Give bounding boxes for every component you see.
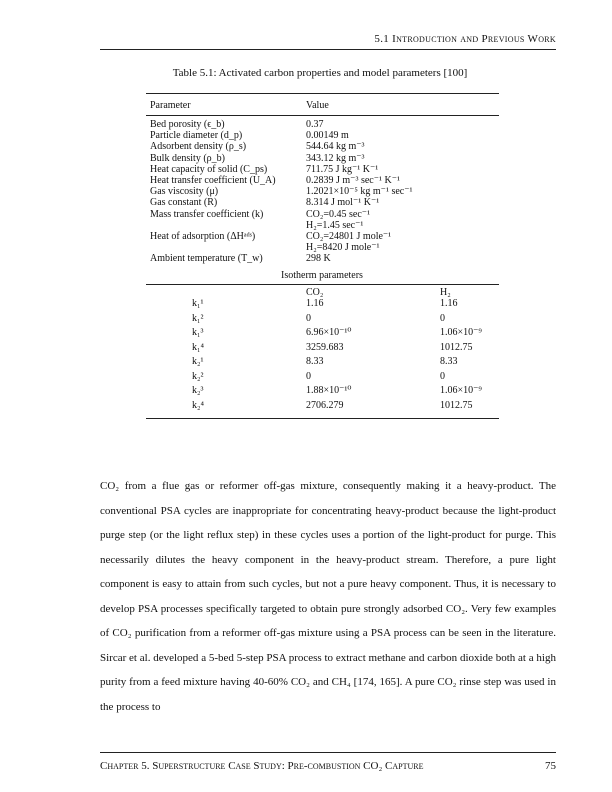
co2-value: 2706.279 — [306, 399, 344, 411]
parameter-value: H₂=1.45 sec⁻¹ — [306, 219, 364, 231]
parameter-name: Gas constant (R) — [150, 197, 218, 209]
parameter-value: 0.37 — [306, 119, 324, 130]
co2-value: 8.33 — [306, 356, 324, 367]
footer-rule — [100, 752, 556, 753]
parameter-value: 711.75 J kg⁻¹ K⁻¹ — [306, 163, 379, 175]
h2-value: 1.06×10⁻⁹ — [440, 385, 482, 396]
isotherm-rule — [146, 284, 499, 285]
parameter-value: 343.12 kg m⁻³ — [306, 152, 365, 164]
parameter-value: CO₂=24801 J mole⁻¹ — [306, 231, 392, 242]
column-header-parameter: Parameter — [150, 100, 191, 111]
h2-value: 1.16 — [440, 298, 458, 309]
co2-value: 6.96×10⁻¹⁰ — [306, 327, 352, 338]
parameter-name: Heat transfer coefficient (U_A) — [150, 175, 276, 186]
table-bottom-rule — [146, 418, 499, 419]
parameter-name: Heat capacity of solid (C_ps) — [150, 163, 268, 175]
parameter-name: Bed porosity (ϵ_b) — [150, 119, 225, 130]
header-rule — [146, 115, 499, 116]
isotherm-coefficient: k₁¹ — [192, 298, 204, 309]
isotherm-coefficient: k₁² — [192, 312, 204, 324]
parameter-name: Particle diameter (d_p) — [150, 130, 243, 142]
isotherm-coefficient: k₁⁴ — [192, 341, 204, 353]
parameter-name: Gas viscosity (μ) — [150, 186, 219, 198]
parameter-value: 8.314 J mol⁻¹ K⁻¹ — [306, 197, 380, 209]
running-footer: Chapter 5. Superstructure Case Study: Pre-combustion CO₂ Capture — [100, 760, 424, 772]
parameter-name: Ambient temperature (T_w) — [150, 253, 263, 265]
isotherm-coefficient: k₂³ — [192, 385, 204, 396]
parameter-value: 0.2839 J m⁻³ sec⁻¹ K⁻¹ — [306, 175, 400, 186]
parameter-value: 0.00149 m — [306, 130, 349, 142]
body-paragraph: CO₂ from a flue gas or reformer off-gas mixture, consequently making it a heavy-product. The conventional PSA cycles are inappropriate for concentrating heavy-product because the light-product purge step (or the light reflux step) in these cycles uses a portion of the light-product for purge. This necessarily dilutes the heavy component in the heavy-product stream. Therefore, a pure light component is easy to attain from such cycles, but not a pure heavy component. Thus, it is necessary to develop PSA processes specifically targeted to obtain pure strongly adsorbed CO₂. Very few examples of CO₂ purification from a reformer off-gas mixture using a PSA process can be seen in the literature. Sircar et al. developed a 5-bed 5-step PSA process to extract methane and carbon dioxide both at a high purity from a feed mixture having 40-60% CO₂ and CH₄ [174, 165]. A pure CO₂ rinse step was used in the process to — [100, 480, 556, 713]
co2-value: 3259.683 — [306, 341, 344, 353]
parameter-value: 544.64 kg m⁻³ — [306, 141, 365, 153]
h2-value: 1012.75 — [440, 399, 473, 411]
co2-value: 1.16 — [306, 298, 324, 309]
isotherm-header-co2: CO₂ — [306, 287, 324, 298]
parameter-name: Adsorbent density (ρ_s) — [150, 141, 247, 153]
parameter-name: Bulk density (ρ_b) — [150, 152, 225, 164]
h2-value: 1012.75 — [440, 341, 473, 353]
parameter-name: Heat of adsorption (ΔHᵃᵈˢ) — [150, 231, 256, 242]
parameter-value: 298 K — [306, 253, 331, 265]
h2-value: 8.33 — [440, 356, 458, 367]
h2-value: 1.06×10⁻⁹ — [440, 327, 482, 338]
parameter-value: H₂=8420 J mole⁻¹ — [306, 242, 380, 254]
isotherm-coefficient: k₁³ — [192, 327, 204, 338]
co2-value: 0 — [306, 370, 311, 382]
parameter-name: Mass transfer coefficient (k) — [150, 208, 264, 220]
h2-value: 0 — [440, 370, 445, 382]
page-number: 75 — [545, 760, 556, 772]
co2-value: 0 — [306, 312, 311, 324]
isotherm-coefficient: k₂¹ — [192, 356, 204, 367]
h2-value: 0 — [440, 312, 445, 324]
table-top-rule — [146, 93, 499, 94]
header-rule — [100, 49, 556, 50]
isotherm-coefficient: k₂⁴ — [192, 399, 204, 411]
table-caption: Table 5.1: Activated carbon properties and model parameters [100] — [172, 67, 468, 79]
isotherm-coefficient: k₂² — [192, 370, 204, 382]
isotherm-header-h2: H₂ — [440, 287, 451, 298]
co2-value: 1.88×10⁻¹⁰ — [306, 385, 352, 396]
isotherm-title: Isotherm parameters — [281, 270, 363, 281]
parameter-value: CO₂=0.45 sec⁻¹ — [306, 208, 371, 220]
column-header-value: Value — [306, 100, 329, 111]
parameter-value: 1.2021×10⁻⁵ kg m⁻¹ sec⁻¹ — [306, 186, 413, 198]
running-header: 5.1 Introduction and Previous Work — [374, 33, 556, 45]
